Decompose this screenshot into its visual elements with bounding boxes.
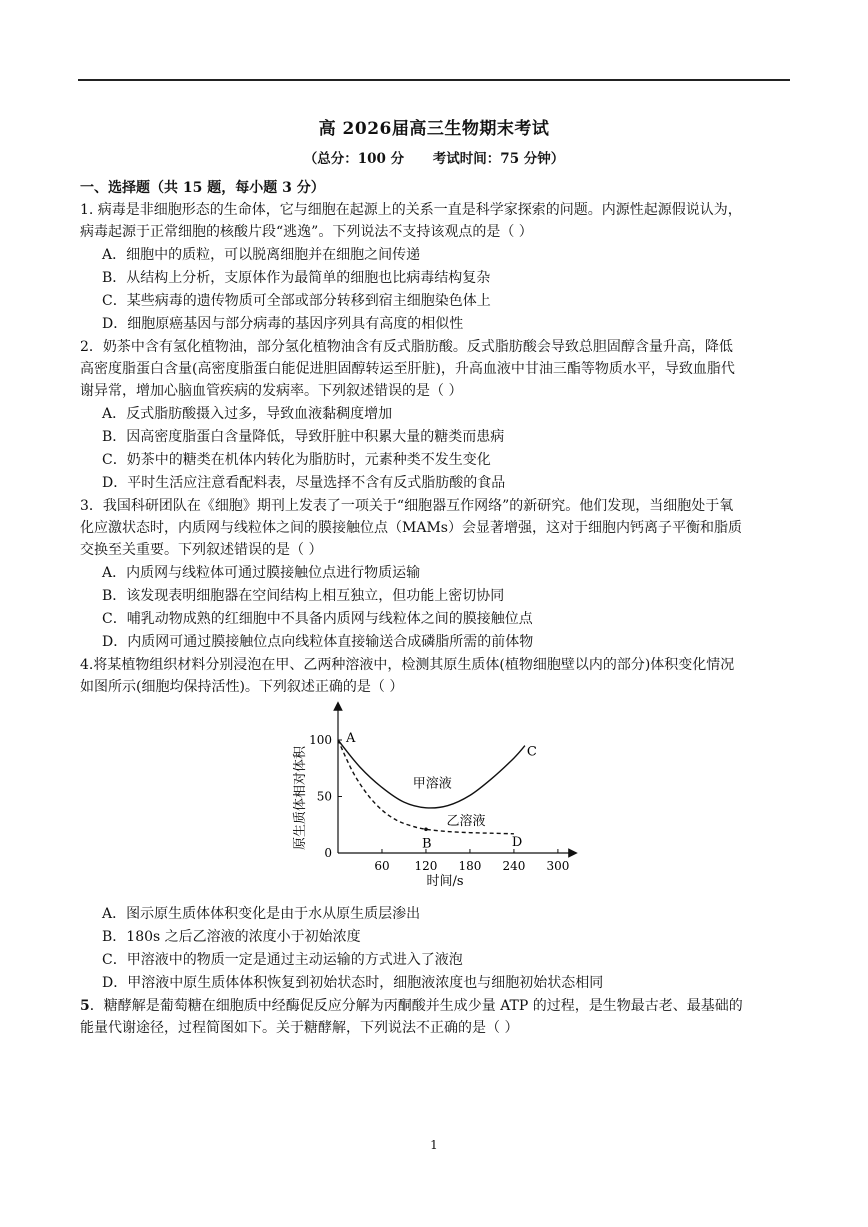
q3-option-c: C．哺乳动物成熟的红细胞中不具备内质网与线粒体之间的膜接触位点 (102, 611, 533, 627)
section-heading: 一、选择题（共 15 题，每小题 3 分） (80, 180, 325, 196)
total-score: （总分：100 分 (303, 151, 405, 167)
q1-option-a: A．细胞中的质粒，可以脱离细胞并在细胞之间传递 (102, 247, 421, 263)
q4-stem-line2: 如图所示(细胞均保持活性)。下列叙述正确的是（ ） (80, 679, 404, 695)
series-line-jia (338, 740, 525, 808)
series-labels (413, 775, 486, 828)
exam-time: 考试时间：75 分钟） (432, 151, 565, 167)
q2-stem-line1: 2．奶茶中含有氢化植物油，部分氢化植物油含有反式脂肪酸。反式脂肪酸会导致总胆固醇含量升高，降低 (80, 339, 733, 355)
q1-option-b: B．从结构上分析，支原体作为最简单的细胞也比病毒结构复杂 (102, 270, 491, 286)
q5-stem-line2: 能量代谢途径，过程简图如下。关于糖酵解，下列说法不正确的是（ ） (80, 1020, 519, 1036)
q4-option-d: D．甲溶液中原生质体体积恢复到初始状态时，细胞液浓度也与细胞初始状态相同 (102, 975, 604, 991)
q1-stem-line1: 1. 病毒是非细胞形态的生命体，它与细胞在起源上的关系一直是科学家探索的问题。内源性起源假说认为， (80, 202, 742, 218)
q4-option-c: C．甲溶液中的物质一定是通过主动运输的方式进入了液泡 (102, 952, 463, 968)
q3-stem-line1: 3．我国科研团队在《细胞》期刊上发表了一项关于“细胞器互作网络”的新研究。他们发现，当细胞处于氧 (80, 498, 734, 514)
y-axis-label: 原生质体相对体积 (293, 745, 308, 850)
q4-option-a: A．图示原生质体体积变化是由于水从原生质层渗出 (102, 906, 421, 922)
q3-option-b: B．该发现表明细胞器在空间结构上相互独立，但功能上密切协同 (102, 588, 505, 604)
x-tick-label: 240 (502, 859, 526, 873)
y-tick-label: 0 (324, 846, 332, 860)
protoplast-volume-chart (290, 700, 590, 900)
y-tick-label: 50 (316, 789, 332, 804)
header-rule (78, 79, 790, 81)
annotation-a: A (346, 731, 356, 746)
page-number: 1 (430, 1138, 438, 1152)
series-label-jia: 甲溶液 (412, 776, 452, 792)
chart-svg (290, 700, 590, 900)
q2-stem-line3: 谢异常，增加心脑血管疾病的发病率。下列叙述错误的是（ ） (80, 383, 463, 399)
q3-stem-line2: 化应激状态时，内质网与线粒体之间的膜接触位点（MAMs）会显著增强，这对于细胞内钙离子平衡和脂质 (80, 520, 742, 536)
q2-option-a: A．反式脂肪酸摄入过多，导致血液黏稠度增加 (102, 406, 393, 422)
annotation-b: B (421, 836, 432, 852)
x-axis-label: 时间/s (426, 874, 464, 889)
q5-number: 5 (80, 998, 90, 1014)
annotation-c: C (526, 744, 537, 760)
q3-option-d: D．内质网可通过膜接触位点向线粒体直接输送合成磷脂所需的前体物 (102, 634, 534, 650)
exam-subtitle (0, 147, 868, 167)
series-label-yi: 乙溶液 (446, 813, 486, 829)
point-b-marker (424, 827, 428, 831)
q1-stem-line2: 病毒起源于正常细胞的核酸片段“逃逸”。下列说法不支持该观点的是（ ） (80, 224, 533, 240)
q1-option-c: C．某些病毒的遗传物质可全部或部分转移到宿主细胞染色体上 (102, 293, 491, 309)
x-tick-label: 180 (458, 859, 482, 873)
q5-stem-text: ．糖酵解是葡萄糖在细胞质中经酶促反应分解为丙酮酸并生成少量 ATP 的过程，是生物最古老、最基础的 (89, 998, 743, 1014)
q2-option-b: B．因高密度脂蛋白含量降低，导致肝脏中积累大量的糖类而患病 (102, 429, 505, 445)
x-tick-label: 120 (414, 859, 438, 873)
q4-stem-line1: 4.将某植物组织材料分别浸泡在甲、乙两种溶液中，检测其原生质体(植物细胞壁以内的部分)体积变化情况 (80, 657, 735, 673)
q1-option-d: D．细胞原癌基因与部分病毒的基因序列具有高度的相似性 (102, 316, 464, 332)
q3-stem-line3: 交换至关重要。下列叙述错误的是（ ） (80, 542, 323, 558)
q2-option-c: C．奶茶中的糖类在机体内转化为脂肪时，元素种类不发生变化 (102, 452, 491, 468)
q4-option-b: B．180s 之后乙溶液的浓度小于初始浓度 (102, 929, 361, 945)
annotation-d: D (511, 834, 523, 850)
y-tick-label: 100 (309, 733, 332, 747)
exam-title: 高 2026届高三生物期末考试 (318, 119, 550, 139)
x-tick-label: 60 (374, 859, 390, 873)
q3-option-a: A．内质网与线粒体可通过膜接触位点进行物质运输 (102, 565, 421, 581)
q2-option-d: D．平时生活应注意看配料表，尽量选择不含有反式脂肪酸的食品 (102, 475, 506, 491)
q5-stem-line1 (80, 995, 790, 1018)
x-tick-label: 300 (546, 859, 570, 873)
q2-stem-line2: 高密度脂蛋白含量(高密度脂蛋白能促进胆固醇转运至肝脏)，升高血液中甘油三酯等物质水平，导致血脂代 (80, 361, 735, 377)
